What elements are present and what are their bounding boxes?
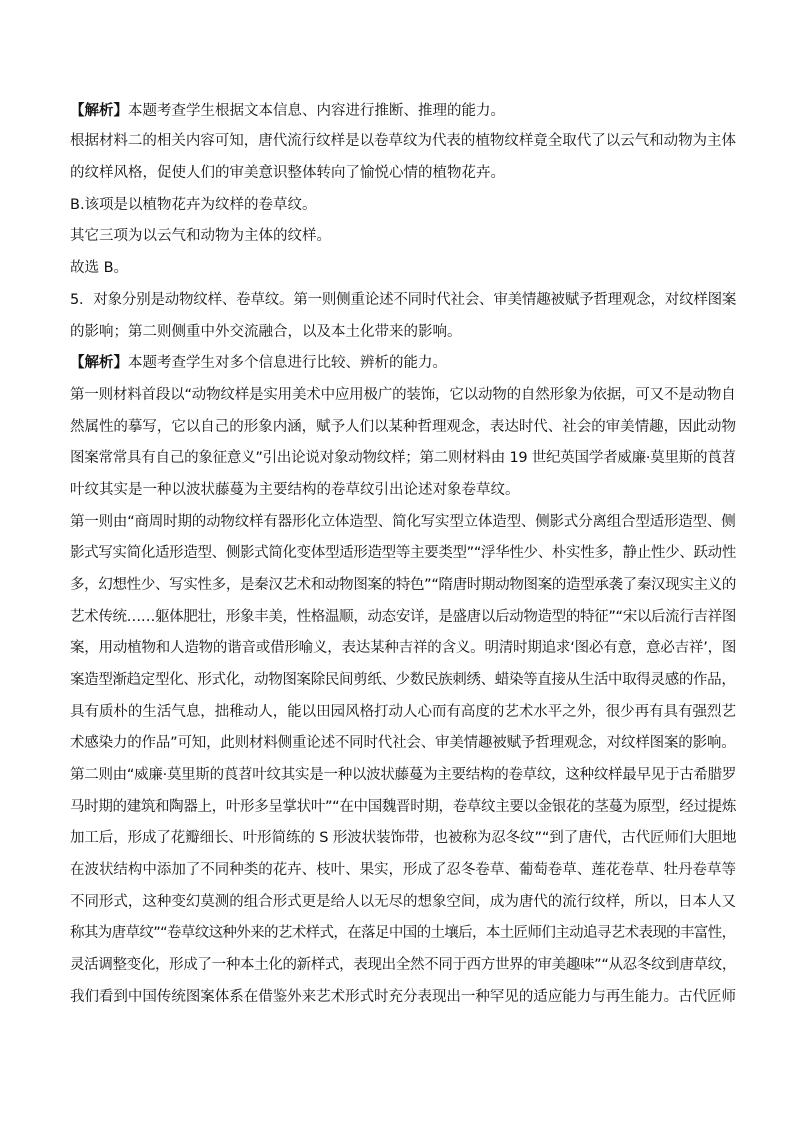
text-line [70,385,736,405]
text-line [70,575,736,595]
line-text: 加工后，形成了花瓣细长、叶形简练的 S 形波状装饰带，也被称为忍冬纹”“到了唐代，古代匠师们大胆地 [70,830,737,846]
line-text: 的影响；第二则侧重中外交流融合，以及本土化带来的影响。 [70,324,462,340]
line-text: 在波状结构中添加了不同种类的花卉、枝叶、果实，形成了忍冬卷草、葡萄卷草、莲花卷草、牡丹卷草等 [70,862,736,878]
text-line [70,290,736,310]
text-line [70,101,736,121]
line-text: 本题考查学生对多个信息进行比较、辨析的能力。 [128,355,447,371]
line-text: 不同形式，这种变幻莫测的组合形式更是给人以无尽的想象空间，成为唐代的流行纹样，所以，日本人又 [70,894,736,910]
line-text: 马时期的建筑和陶器上，叶形多呈掌状叶”“在中国魏晋时期，卷草纹主要以金银花的茎蔓为原型，经过提炼 [70,799,737,815]
text-line [70,322,736,342]
text-line [70,733,736,753]
line-text: 我们看到中国传统图案体系在借鉴外来艺术形式时充分表现出一种罕见的适应能力与再生能力。古代匠师 [70,989,736,1005]
line-text: 本题考查学生根据文本信息、内容进行推断、推理的能力。 [128,103,505,119]
line-text: 的纹样风格，促使人们的审美意识整体转向了愉悦心情的植物花卉。 [70,165,505,181]
text-line [70,797,736,817]
text-line [70,543,736,563]
text-line [70,923,736,943]
text-line [70,765,736,785]
line-text: 影式写实简化适形造型、侧影式简化变体型适形造型等主要类型”“浮华性少、朴实性多，静止性少、跃动性 [70,545,737,561]
line-text: 然属性的摹写，它以自己的形象内涵，赋予人们以某种哲理观念，表达时代、社会的审美情趣，因此动物 [70,419,736,435]
line-text: 第二则由“威廉·莫里斯的莨苕叶纹其实是一种以波状藤蔓为主要结构的卷草纹，这种纹样最早见于古希腊罗 [70,767,737,783]
analysis-tag: 【解析】 [70,355,128,371]
line-text: 多，幻想性少、写实性多，是秦汉艺术和动物图案的特色”“隋唐时期动物图案的造型承袭了秦汉现实主义的 [70,577,737,593]
line-text: 根据材料二的相关内容可知，唐代流行纹样是以卷草纹为代表的植物纹样竟全取代了以云气和动物为主体 [70,133,736,149]
text-line [70,163,736,183]
text-line [70,258,736,278]
line-text: 其它三项为以云气和动物为主体的纹样。 [70,228,331,244]
line-text: 5．对象分别是动物纹样、卷草纹。第一则侧重论述不同时代社会、审美情趣被赋予哲理观念，对纹样图案 [70,292,737,308]
line-text: 案，用动植物和人造物的谐音或借形喻义，表达某种吉祥的含义。明清时期追求‘图必有意，意必吉祥’，图 [70,640,737,656]
line-text: B.该项是以植物花卉为纹样的卷草纹。 [70,197,317,213]
text-line [70,892,736,912]
text-line [70,131,736,151]
line-text: 艺术传统……躯体肥壮，形象丰美，性格温顺，动态安详，是盛唐以后动物造型的特征”“宋以后流行吉祥图 [70,609,737,625]
line-text: 图案常常具有自己的象征意义”引出论说对象动物纹样；第二则材料由 19 世纪英国学者威廉·莫里斯的莨苕 [70,450,736,466]
line-text: 案造型渐趋定型化、形式化，动物图案除民间剪纸、少数民族刺绣、蜡染等直接从生活中取得灵感的作品， [70,672,736,688]
line-text: 叶纹其实是一种以波状藤蔓为主要结构的卷草纹引出论述对象卷草纹。 [70,482,520,498]
line-text: 称其为唐草纹”“卷草纹这种外来的艺术样式，在落足中国的土壤后，本土匠师们主动追寻艺术表现的丰富性， [70,925,736,941]
line-text: 术感染力的作品”可知，此则材料侧重论述不同时代社会、审美情趣被赋予哲理观念，对纹样图案的影响。 [70,735,736,751]
text-line [70,702,736,722]
line-text: 具有质朴的生活气息，拙稚动人，能以田园风格打动人心而有高度的艺术水平之外，很少再有具有强烈艺 [70,704,736,720]
text-line [70,417,736,437]
text-line [70,638,736,658]
line-text: 故选 B。 [70,260,129,276]
line-text: 灵活调整变化，形成了一种本土化的新样式，表现出全然不同于西方世界的审美趣味”“从忍冬纹到唐草纹， [70,957,737,973]
text-line [70,828,736,848]
text-line [70,987,736,1007]
text-line [70,955,736,975]
text-line [70,607,736,627]
text-line [70,226,736,246]
line-text: 第一则材料首段以“动物纹样是实用美术中应用极广的装饰，它以动物的自然形象为依据，可又不是动物自 [70,387,736,403]
text-line [70,860,736,880]
line-text: 第一则由“商周时期的动物纹样有器形化立体造型、简化写实型立体造型、侧影式分离组合型适形造型、侧 [70,514,736,530]
text-line [70,353,736,373]
text-line [70,670,736,690]
text-line [70,195,736,215]
text-line [70,448,736,468]
text-line [70,480,736,500]
analysis-tag: 【解析】 [70,103,128,119]
text-line [70,512,736,532]
